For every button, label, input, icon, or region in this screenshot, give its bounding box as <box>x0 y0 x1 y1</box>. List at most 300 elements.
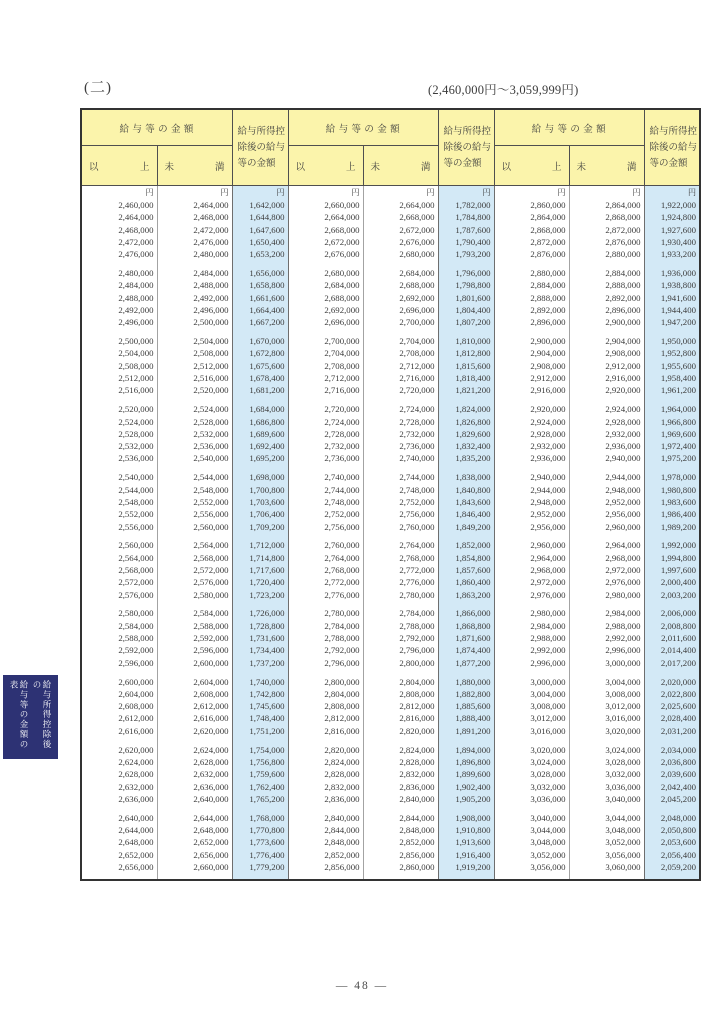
cell-salary-upper: 2,740,000 <box>363 452 438 464</box>
header-char: 未 <box>576 162 587 173</box>
cell-salary-upper: 2,704,000 <box>363 335 438 347</box>
header-char: 満 <box>626 162 637 173</box>
table-row <box>81 211 700 223</box>
header-char: 以 <box>501 162 512 173</box>
table-row <box>81 676 700 688</box>
table-row <box>81 335 700 347</box>
cell-salary-lower: 2,648,000 <box>118 837 154 848</box>
spacer-cell <box>363 260 438 267</box>
cell-salary-upper: 2,656,000 <box>157 849 232 861</box>
cell-salary-upper: 2,572,000 <box>157 564 232 576</box>
cell-salary-upper: 2,652,000 <box>157 836 232 848</box>
spacer-cell <box>438 260 494 267</box>
sidebar-tab <box>3 675 58 759</box>
cell-after-deduction: 1,910,800 <box>438 824 494 836</box>
cell-salary-upper: 2,716,000 <box>363 372 438 384</box>
cell-salary-upper: 2,588,000 <box>157 620 232 632</box>
cell-salary-upper: 2,464,000 <box>157 199 232 211</box>
cell-after-deduction: 1,790,400 <box>438 236 494 248</box>
cell-salary-lower: 2,668,000 <box>288 224 363 236</box>
spacer-cell <box>363 737 438 744</box>
table-row <box>81 781 700 793</box>
cell-after-deduction: 1,891,200 <box>438 725 494 737</box>
cell-salary-lower: 2,840,000 <box>288 812 363 824</box>
cell-salary-upper: 2,880,000 <box>569 248 644 260</box>
cell-salary-upper: 2,896,000 <box>569 304 644 316</box>
cell-salary-lower: 2,488,000 <box>118 292 154 303</box>
table-row <box>81 484 700 496</box>
spacer-cell <box>232 805 288 812</box>
cell-after-deduction: 1,675,600 <box>232 360 288 372</box>
cell-after-deduction: 2,022,800 <box>644 688 700 700</box>
cell-salary-lower: 3,040,000 <box>494 812 569 824</box>
cell-salary-lower: 2,792,000 <box>288 644 363 656</box>
cell-after-deduction: 1,784,800 <box>438 211 494 223</box>
cell-salary-lower: 2,964,000 <box>494 552 569 564</box>
cell-salary-upper: 2,864,000 <box>569 199 644 211</box>
spacer-cell <box>288 805 363 812</box>
cell-after-deduction: 1,714,800 <box>232 552 288 564</box>
cell-salary-lower: 2,808,000 <box>288 700 363 712</box>
spacer-cell <box>157 669 232 676</box>
cell-salary-lower: 2,856,000 <box>288 861 363 873</box>
spacer-cell <box>494 329 569 336</box>
cell-salary-upper: 3,008,000 <box>569 688 644 700</box>
cell-after-deduction: 1,849,200 <box>438 521 494 533</box>
group-header-cell: 給 与 等 の 金 額 <box>81 109 232 146</box>
cell-salary-upper: 2,840,000 <box>363 793 438 805</box>
cell-salary-upper: 2,472,000 <box>157 224 232 236</box>
cell-salary-lower: 2,852,000 <box>288 849 363 861</box>
cell-salary-lower: 2,524,000 <box>118 416 154 427</box>
table-row <box>81 347 700 359</box>
cell-after-deduction: 1,818,400 <box>438 372 494 384</box>
cell-salary-upper: 2,940,000 <box>569 452 644 464</box>
cell-after-deduction: 1,782,000 <box>438 199 494 211</box>
spacer-cell <box>232 873 288 880</box>
salary-range-label: (2,460,000円〜3,059,999円) <box>428 83 579 97</box>
cell-salary-upper: 2,528,000 <box>157 416 232 428</box>
cell-after-deduction: 1,961,200 <box>644 384 700 396</box>
cell-after-deduction: 1,768,000 <box>232 812 288 824</box>
cell-salary-lower: 2,768,000 <box>288 564 363 576</box>
cell-salary-upper: 3,004,000 <box>569 676 644 688</box>
cell-salary-upper: 3,040,000 <box>569 793 644 805</box>
cell-salary-upper: 2,748,000 <box>363 484 438 496</box>
spacer-cell <box>363 669 438 676</box>
spacer-cell <box>157 329 232 336</box>
cell-after-deduction: 1,978,000 <box>644 471 700 483</box>
table-row <box>81 416 700 428</box>
spacer-cell <box>288 329 363 336</box>
cell-salary-upper: 2,504,000 <box>157 335 232 347</box>
cell-salary-upper: 2,988,000 <box>569 620 644 632</box>
table-row <box>81 316 700 328</box>
cell-after-deduction: 2,034,000 <box>644 744 700 756</box>
cell-salary-lower: 2,640,000 <box>118 812 154 823</box>
cell-after-deduction: 1,698,000 <box>232 471 288 483</box>
cell-salary-lower: 2,824,000 <box>288 756 363 768</box>
cell-after-deduction: 2,059,200 <box>644 861 700 873</box>
cell-salary-upper: 2,928,000 <box>569 416 644 428</box>
cell-salary-upper: 2,792,000 <box>363 632 438 644</box>
after-header-line: 給与所得控 <box>443 126 492 137</box>
cell-salary-lower: 2,632,000 <box>118 781 154 792</box>
spacer-cell <box>288 601 363 608</box>
cell-salary-lower: 2,532,000 <box>118 441 154 452</box>
cell-after-deduction: 1,992,000 <box>644 539 700 551</box>
cell-after-deduction: 1,667,200 <box>232 316 288 328</box>
sidebar-tab-text-line2: 給与等の金額の表 <box>9 680 29 750</box>
spacer-cell <box>363 601 438 608</box>
table-row <box>81 756 700 768</box>
table-row <box>81 620 700 632</box>
spacer-cell <box>438 329 494 336</box>
cell-salary-upper: 2,696,000 <box>363 304 438 316</box>
spacer-row <box>81 397 700 404</box>
spacer-cell <box>81 329 157 336</box>
cell-salary-upper: 2,672,000 <box>363 224 438 236</box>
cell-after-deduction: 1,908,000 <box>438 812 494 824</box>
cell-salary-upper: 2,520,000 <box>157 384 232 396</box>
spacer-cell <box>363 873 438 880</box>
cell-salary-lower: 2,644,000 <box>118 825 154 835</box>
cell-salary-upper: 2,760,000 <box>363 521 438 533</box>
spacer-cell <box>644 329 700 336</box>
spacer-row <box>81 533 700 540</box>
cell-after-deduction: 1,975,200 <box>644 452 700 464</box>
cell-after-deduction: 2,011,600 <box>644 632 700 644</box>
cell-after-deduction: 1,950,000 <box>644 335 700 347</box>
cell-after-deduction: 1,731,600 <box>232 632 288 644</box>
cell-after-deduction: 2,053,600 <box>644 836 700 848</box>
cell-salary-lower: 2,584,000 <box>118 620 154 631</box>
cell-after-deduction: 1,670,000 <box>232 335 288 347</box>
cell-salary-upper: 2,548,000 <box>157 484 232 496</box>
cell-salary-upper: 2,860,000 <box>363 861 438 873</box>
cell-salary-lower: 2,804,000 <box>288 688 363 700</box>
cell-salary-lower: 2,908,000 <box>494 360 569 372</box>
cell-salary-upper: 2,784,000 <box>363 607 438 619</box>
cell-salary-lower: 2,692,000 <box>288 304 363 316</box>
cell-salary-upper: 2,920,000 <box>569 384 644 396</box>
spacer-cell <box>438 601 494 608</box>
table-row <box>81 279 700 291</box>
cell-salary-upper: 2,700,000 <box>363 316 438 328</box>
cell-salary-upper: 2,712,000 <box>363 360 438 372</box>
cell-after-deduction: 1,709,200 <box>232 521 288 533</box>
table-row <box>81 657 700 669</box>
cell-salary-lower: 2,656,000 <box>118 861 154 872</box>
table-row <box>81 248 700 260</box>
justified-label <box>570 159 644 173</box>
cell-salary-upper: 2,900,000 <box>569 316 644 328</box>
cell-salary-lower: 2,732,000 <box>288 440 363 452</box>
table-row <box>81 372 700 384</box>
cell-salary-lower: 2,548,000 <box>118 496 154 507</box>
spacer-cell <box>157 533 232 540</box>
cell-salary-lower: 2,828,000 <box>288 768 363 780</box>
cell-salary-lower: 2,616,000 <box>118 725 154 736</box>
cell-after-deduction: 1,776,400 <box>232 849 288 861</box>
cell-salary-lower: 2,996,000 <box>494 657 569 669</box>
after-deduction-header-cell <box>644 109 700 186</box>
cell-salary-upper: 2,660,000 <box>157 861 232 873</box>
cell-after-deduction: 1,801,600 <box>438 292 494 304</box>
salary-deduction-table <box>80 108 701 881</box>
cell-salary-upper: 2,992,000 <box>569 632 644 644</box>
cell-salary-lower: 2,572,000 <box>118 577 154 588</box>
cell-salary-upper: 2,620,000 <box>157 725 232 737</box>
cell-after-deduction: 1,684,000 <box>232 403 288 415</box>
cell-salary-upper: 2,644,000 <box>157 812 232 824</box>
cell-salary-upper: 2,508,000 <box>157 347 232 359</box>
cell-salary-lower: 2,492,000 <box>118 304 154 315</box>
cell-salary-lower: 2,788,000 <box>288 632 363 644</box>
cell-after-deduction: 1,821,200 <box>438 384 494 396</box>
cell-after-deduction: 1,857,600 <box>438 564 494 576</box>
cell-after-deduction: 1,933,200 <box>644 248 700 260</box>
cell-after-deduction: 1,899,600 <box>438 768 494 780</box>
cell-salary-upper: 2,596,000 <box>157 644 232 656</box>
cell-salary-lower: 2,728,000 <box>288 428 363 440</box>
cell-salary-lower: 2,712,000 <box>288 372 363 384</box>
cell-salary-lower: 2,924,000 <box>494 416 569 428</box>
cell-after-deduction: 1,927,600 <box>644 224 700 236</box>
cell-after-deduction: 1,787,600 <box>438 224 494 236</box>
cell-salary-lower: 2,464,000 <box>118 212 154 223</box>
cell-salary-lower: 3,008,000 <box>494 700 569 712</box>
cell-salary-lower: 2,844,000 <box>288 824 363 836</box>
cell-after-deduction: 1,894,000 <box>438 744 494 756</box>
upper-bound-header-cell <box>363 146 438 186</box>
cell-salary-upper: 2,972,000 <box>569 564 644 576</box>
cell-salary-upper: 2,872,000 <box>569 224 644 236</box>
cell-salary-lower: 2,892,000 <box>494 304 569 316</box>
unit-cell: 円 <box>494 186 569 200</box>
cell-salary-lower: 2,700,000 <box>288 335 363 347</box>
cell-salary-lower: 2,608,000 <box>118 701 154 712</box>
cell-salary-upper: 2,592,000 <box>157 632 232 644</box>
cell-after-deduction: 1,734,400 <box>232 644 288 656</box>
spacer-cell <box>288 260 363 267</box>
cell-after-deduction: 1,695,200 <box>232 452 288 464</box>
cell-after-deduction: 1,810,000 <box>438 335 494 347</box>
cell-salary-upper: 2,824,000 <box>363 744 438 756</box>
cell-salary-lower: 2,592,000 <box>118 645 154 656</box>
cell-after-deduction: 1,924,800 <box>644 211 700 223</box>
cell-salary-lower: 2,684,000 <box>288 279 363 291</box>
cell-salary-upper: 2,968,000 <box>569 552 644 564</box>
spacer-cell <box>644 737 700 744</box>
cell-salary-lower: 2,468,000 <box>118 224 154 235</box>
cell-salary-upper: 2,720,000 <box>363 384 438 396</box>
cell-salary-lower: 2,704,000 <box>288 347 363 359</box>
header-char: 満 <box>214 162 225 173</box>
cell-salary-lower: 2,832,000 <box>288 781 363 793</box>
spacer-cell <box>363 465 438 472</box>
cell-salary-lower: 2,916,000 <box>494 384 569 396</box>
cell-salary-upper: 2,684,000 <box>363 267 438 279</box>
cell-salary-upper: 2,904,000 <box>569 335 644 347</box>
cell-salary-upper: 2,612,000 <box>157 700 232 712</box>
cell-salary-upper: 2,816,000 <box>363 712 438 724</box>
spacer-row <box>81 669 700 676</box>
cell-after-deduction: 1,742,800 <box>232 688 288 700</box>
spacer-cell <box>494 669 569 676</box>
after-header-line: 等の金額 <box>237 158 276 169</box>
cell-after-deduction: 2,039,600 <box>644 768 700 780</box>
cell-salary-lower: 2,928,000 <box>494 428 569 440</box>
cell-after-deduction: 1,930,400 <box>644 236 700 248</box>
cell-after-deduction: 2,014,400 <box>644 644 700 656</box>
cell-salary-upper: 2,480,000 <box>157 248 232 260</box>
cell-salary-upper: 2,628,000 <box>157 756 232 768</box>
cell-salary-lower: 2,528,000 <box>118 428 154 439</box>
cell-salary-lower: 2,460,000 <box>118 200 154 210</box>
cell-salary-upper: 2,524,000 <box>157 403 232 415</box>
cell-salary-lower: 2,544,000 <box>118 484 154 495</box>
cell-salary-lower: 2,920,000 <box>494 403 569 415</box>
cell-after-deduction: 1,824,000 <box>438 403 494 415</box>
table-row <box>81 199 700 211</box>
cell-after-deduction: 1,689,600 <box>232 428 288 440</box>
cell-salary-upper: 2,492,000 <box>157 292 232 304</box>
cell-salary-lower: 2,552,000 <box>118 509 154 520</box>
cell-after-deduction: 1,902,400 <box>438 781 494 793</box>
cell-after-deduction: 1,826,800 <box>438 416 494 428</box>
cell-salary-lower: 2,800,000 <box>288 676 363 688</box>
table-row <box>81 812 700 824</box>
cell-salary-upper: 2,488,000 <box>157 279 232 291</box>
cell-salary-lower: 2,564,000 <box>118 552 154 563</box>
cell-salary-upper: 3,000,000 <box>569 657 644 669</box>
cell-salary-lower: 2,812,000 <box>288 712 363 724</box>
spacer-row <box>81 805 700 812</box>
cell-salary-upper: 2,848,000 <box>363 824 438 836</box>
cell-salary-upper: 2,964,000 <box>569 539 644 551</box>
cell-salary-upper: 2,944,000 <box>569 471 644 483</box>
cell-salary-lower: 2,620,000 <box>118 744 154 755</box>
cell-after-deduction: 1,717,600 <box>232 564 288 576</box>
cell-salary-upper: 2,580,000 <box>157 589 232 601</box>
cell-salary-lower: 3,048,000 <box>494 836 569 848</box>
cell-after-deduction: 1,672,800 <box>232 347 288 359</box>
header-char: 以 <box>295 162 306 173</box>
cell-salary-lower: 2,472,000 <box>118 236 154 247</box>
cell-salary-upper: 2,772,000 <box>363 564 438 576</box>
after-header-line: 除後の給与 <box>443 142 492 153</box>
cell-salary-lower: 2,756,000 <box>288 521 363 533</box>
cell-salary-lower: 2,776,000 <box>288 589 363 601</box>
after-header-line: 給与所得控 <box>649 126 698 137</box>
table-row <box>81 744 700 756</box>
cell-after-deduction: 1,860,400 <box>438 576 494 588</box>
cell-salary-upper: 2,728,000 <box>363 416 438 428</box>
cell-salary-upper: 2,844,000 <box>363 812 438 824</box>
cell-after-deduction: 1,751,200 <box>232 725 288 737</box>
cell-salary-upper: 2,732,000 <box>363 428 438 440</box>
cell-after-deduction: 1,770,800 <box>232 824 288 836</box>
cell-salary-upper: 3,056,000 <box>569 849 644 861</box>
cell-after-deduction: 2,028,400 <box>644 712 700 724</box>
cell-after-deduction: 1,997,600 <box>644 564 700 576</box>
cell-salary-upper: 2,516,000 <box>157 372 232 384</box>
cell-salary-lower: 2,696,000 <box>288 316 363 328</box>
spacer-cell <box>288 737 363 744</box>
cell-after-deduction: 1,966,800 <box>644 416 700 428</box>
spacer-cell <box>494 397 569 404</box>
cell-after-deduction: 1,661,600 <box>232 292 288 304</box>
cell-salary-lower: 2,820,000 <box>288 744 363 756</box>
cell-salary-upper: 2,616,000 <box>157 712 232 724</box>
cell-after-deduction: 1,916,400 <box>438 849 494 861</box>
table-row <box>81 440 700 452</box>
cell-salary-upper: 2,788,000 <box>363 620 438 632</box>
cell-after-deduction: 1,796,000 <box>438 267 494 279</box>
after-header-line: 等の金額 <box>443 158 482 169</box>
cell-salary-lower: 3,016,000 <box>494 725 569 737</box>
cell-after-deduction: 1,840,800 <box>438 484 494 496</box>
cell-salary-upper: 2,908,000 <box>569 347 644 359</box>
cell-salary-upper: 2,544,000 <box>157 471 232 483</box>
cell-after-deduction: 1,829,600 <box>438 428 494 440</box>
cell-salary-upper: 2,996,000 <box>569 644 644 656</box>
spacer-cell <box>288 669 363 676</box>
table-row <box>81 521 700 533</box>
cell-salary-lower: 2,872,000 <box>494 236 569 248</box>
cell-after-deduction: 1,686,800 <box>232 416 288 428</box>
spacer-cell <box>494 260 569 267</box>
table-row <box>81 768 700 780</box>
header-char: 未 <box>370 162 381 173</box>
header-row-2 <box>81 146 700 186</box>
cell-salary-upper: 3,044,000 <box>569 812 644 824</box>
table-row <box>81 236 700 248</box>
cell-salary-lower: 2,612,000 <box>118 713 154 724</box>
table-row <box>81 836 700 848</box>
cell-salary-upper: 2,960,000 <box>569 521 644 533</box>
table-row <box>81 552 700 564</box>
spacer-cell <box>569 397 644 404</box>
cell-salary-upper: 2,764,000 <box>363 539 438 551</box>
spacer-cell <box>644 805 700 812</box>
cell-after-deduction: 2,042,400 <box>644 781 700 793</box>
unit-cell: 円 <box>569 186 644 200</box>
cell-after-deduction: 1,866,000 <box>438 607 494 619</box>
cell-salary-lower: 2,576,000 <box>118 589 154 600</box>
cell-salary-upper: 2,600,000 <box>157 657 232 669</box>
cell-after-deduction: 1,958,400 <box>644 372 700 384</box>
cell-after-deduction: 1,832,400 <box>438 440 494 452</box>
cell-salary-upper: 2,752,000 <box>363 496 438 508</box>
cell-salary-upper: 2,800,000 <box>363 657 438 669</box>
cell-salary-upper: 2,832,000 <box>363 768 438 780</box>
cell-salary-lower: 2,596,000 <box>118 657 154 668</box>
spacer-cell <box>363 329 438 336</box>
cell-salary-lower: 2,932,000 <box>494 440 569 452</box>
cell-after-deduction: 1,728,800 <box>232 620 288 632</box>
cell-salary-lower: 2,816,000 <box>288 725 363 737</box>
table-row <box>81 428 700 440</box>
cell-after-deduction: 1,700,800 <box>232 484 288 496</box>
cell-after-deduction: 2,045,200 <box>644 793 700 805</box>
spacer-cell <box>157 601 232 608</box>
cell-salary-upper: 2,636,000 <box>157 781 232 793</box>
cell-salary-upper: 2,532,000 <box>157 428 232 440</box>
cell-salary-upper: 2,540,000 <box>157 452 232 464</box>
upper-bound-header-cell <box>569 146 644 186</box>
